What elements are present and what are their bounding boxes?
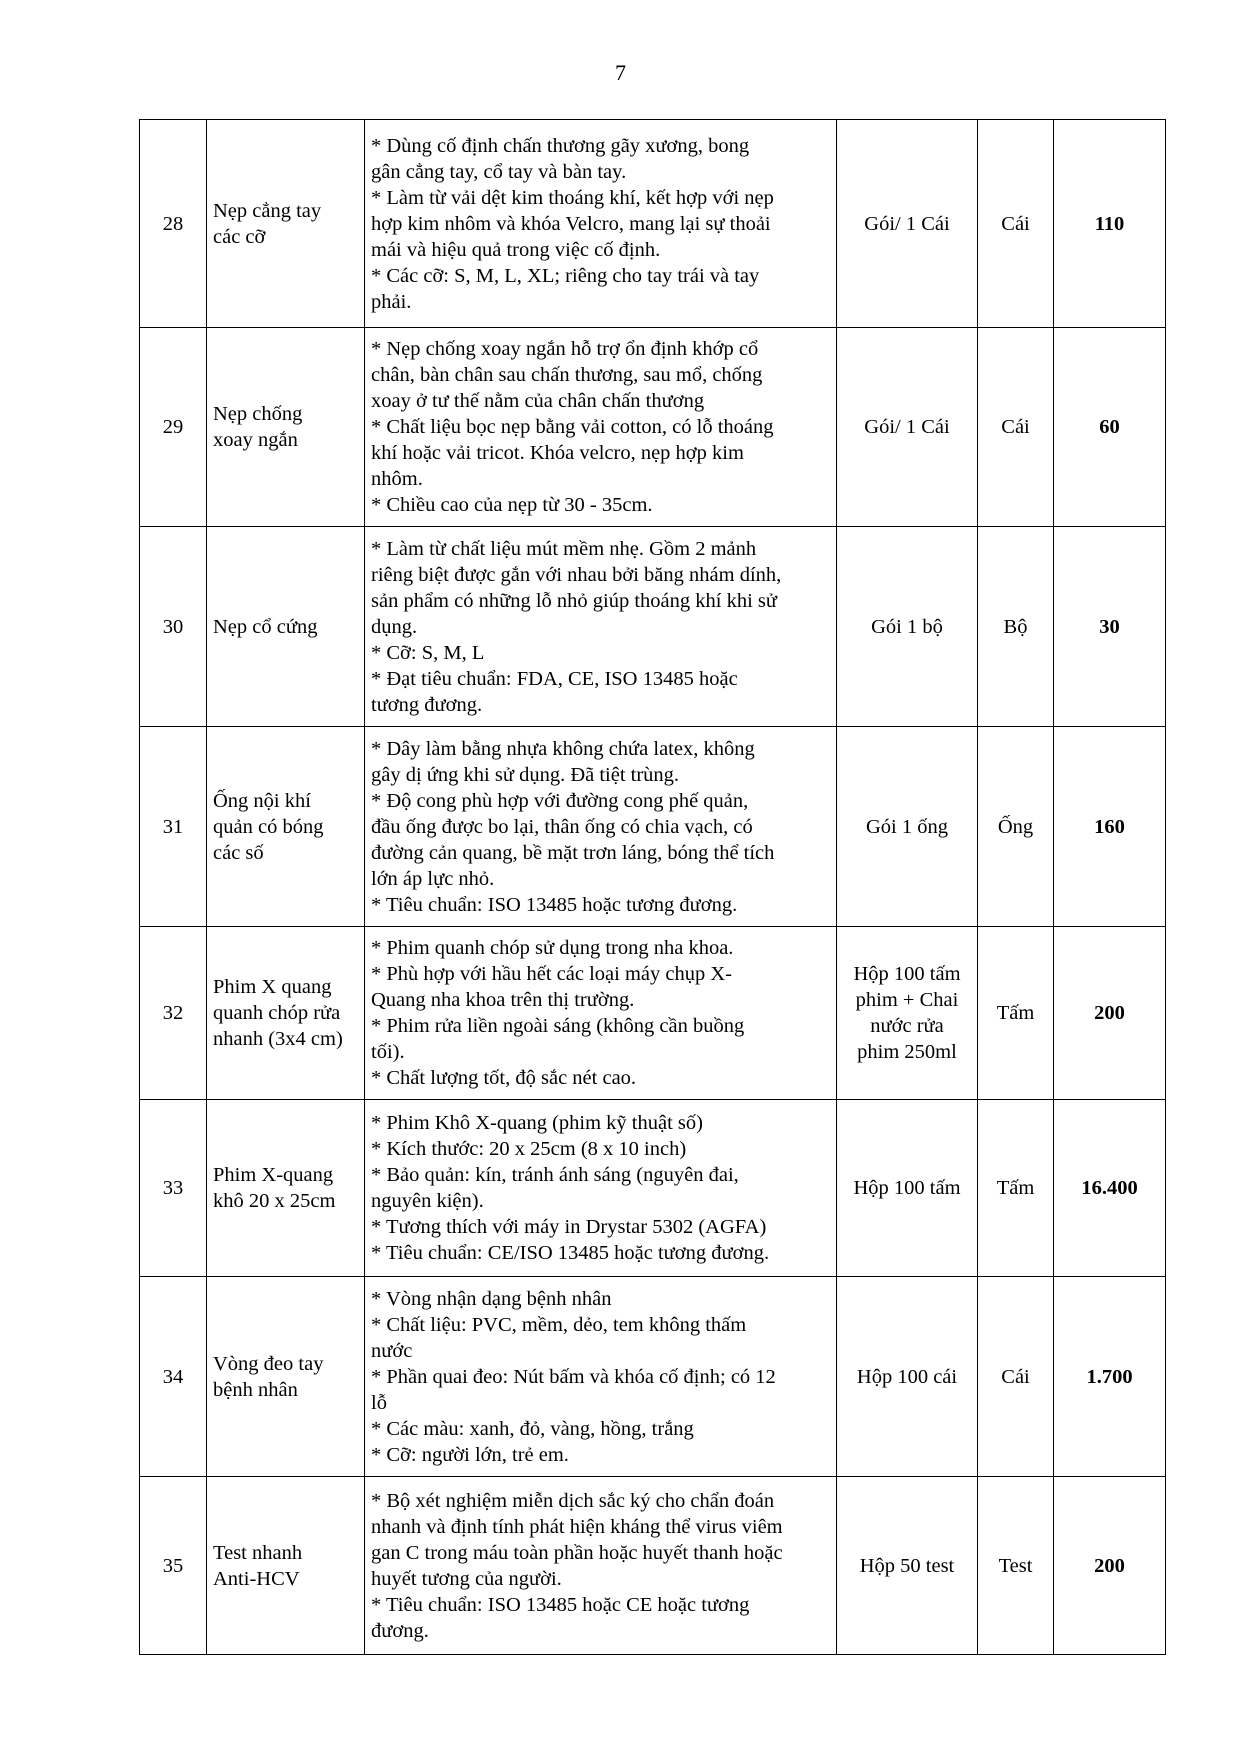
specification-line: tương đương. [371,693,483,716]
packaging-line: Hộp 50 test [859,1554,955,1577]
quantity-cell: 200 [1054,927,1166,1100]
unit-cell: Cái [978,328,1054,527]
specification-line: * Bộ xét nghiệm miễn dịch sắc ký cho chẩn đoán [371,1489,775,1512]
packaging-line: Gói 1 bộ [871,615,943,638]
packaging-cell [837,1477,978,1655]
packaging-cell [837,527,978,727]
item-name-line: Phim X quang [213,976,332,998]
specification-line: gan C trong máu toàn phần hoặc huyết thanh hoặc [371,1541,783,1564]
specification-line: * Các màu: xanh, đỏ, vàng, hồng, trắng [371,1417,694,1440]
packaging-cell [837,328,978,527]
specification-line: dụng. [371,615,418,638]
specification-cell [365,1277,837,1477]
specification-line: nguyên kiện). [371,1190,484,1212]
row-number-cell: 30 [140,527,207,727]
specification-line: * Tiêu chuẩn: ISO 13485 hoặc tương đương. [371,893,738,916]
packaging-line: Gói/ 1 Cái [864,212,950,235]
item-name-line: quản có bóng [213,815,324,838]
item-name-cell [207,328,365,527]
item-name-cell [207,1100,365,1277]
specification-line: * Làm từ chất liệu mút mềm nhẹ. Gồm 2 mảnh [371,537,757,560]
specification-line: khí hoặc vải tricot. Khóa velcro, nẹp hợp kim [371,442,744,464]
specification-line: * Đạt tiêu chuẩn: FDA, CE, ISO 13485 hoặc [371,667,738,690]
specification-line: * Cỡ: S, M, L [371,641,485,664]
quantity-cell: 16.400 [1054,1100,1166,1277]
specification-cell [365,527,837,727]
specification-cell [365,927,837,1100]
item-name-line: Anti-HCV [213,1567,300,1590]
packaging-line: Hộp 100 tấm [853,963,961,985]
specification-line: gây dị ứng khi sử dụng. Đã tiệt trùng. [371,763,680,786]
quantity-cell: 160 [1054,727,1166,927]
packaging-cell [837,1100,978,1277]
specification-line: * Bảo quản: kín, tránh ánh sáng (nguyên đai, [371,1164,739,1186]
table-row [140,328,1166,527]
specification-line: tối). [371,1041,405,1063]
table-row [140,1100,1166,1277]
specification-line: sản phẩm có những lỗ nhỏ giúp thoáng khí khi sử [371,589,777,612]
item-name-line: Ống nội khí [213,789,311,812]
specification-line: * Phù hợp với hầu hết các loại máy chụp X- [371,963,732,985]
specification-line: xoay ở tư thế nằm của chân chấn thương [371,390,705,412]
packaging-line: Hộp 100 tấm [853,1177,961,1199]
packaging-line: phim 250ml [857,1041,957,1063]
item-name-line: Test nhanh [213,1541,303,1564]
item-name-line: Vòng đeo tay [213,1352,324,1375]
item-name-line: bệnh nhân [213,1378,298,1401]
item-name-line: nhanh (3x4 cm) [213,1028,343,1050]
item-name-cell [207,120,365,328]
specification-cell [365,328,837,527]
specification-line: đương. [371,1619,429,1642]
packaging-cell [837,120,978,328]
item-name-cell [207,527,365,727]
specification-line: nhanh và định tính phát hiện kháng thể virus viêm [371,1515,783,1538]
table-row [140,727,1166,927]
specification-line: * Nẹp chống xoay ngắn hỗ trợ ổn định khớp cổ [371,338,759,360]
specification-line: * Các cỡ: S, M, L, XL; riêng cho tay trái và tay [371,264,760,287]
specification-line: * Kích thước: 20 x 25cm (8 x 10 inch) [371,1138,687,1160]
specification-cell [365,1100,837,1277]
quantity-cell: 60 [1054,328,1166,527]
specification-line: * Phim Khô X-quang (phim kỹ thuật số) [371,1112,703,1134]
specification-line: * Phim rửa liền ngoài sáng (không cần buồng [371,1015,745,1037]
items-table [139,119,1166,1655]
unit-cell: Bộ [978,527,1054,727]
item-name-line: khô 20 x 25cm [213,1190,336,1212]
specification-line: * Chiều cao của nẹp từ 30 - 35cm. [371,494,653,516]
quantity-cell: 200 [1054,1477,1166,1655]
packaging-cell [837,727,978,927]
packaging-line: nước rửa [870,1015,944,1037]
specification-line: * Dùng cố định chấn thương gãy xương, bong [371,134,750,157]
row-number-cell: 35 [140,1477,207,1655]
specification-line: đầu ống được bo lại, thân ống có chia vạch, có [371,815,753,838]
specification-line: * Làm từ vải dệt kim thoáng khí, kết hợp với nẹp [371,186,774,209]
quantity-cell: 110 [1054,120,1166,328]
specification-cell [365,120,837,328]
item-name-cell [207,1277,365,1477]
unit-cell: Tấm [978,927,1054,1100]
table-row [140,1477,1166,1655]
packaging-line: Gói/ 1 Cái [864,416,950,438]
specification-line: * Tiêu chuẩn: ISO 13485 hoặc CE hoặc tương [371,1593,750,1616]
unit-cell: Test [978,1477,1054,1655]
specification-line: chân, bàn chân sau chấn thương, sau mổ, chống [371,364,763,386]
quantity-cell: 30 [1054,527,1166,727]
packaging-cell [837,1277,978,1477]
page-number: 7 [615,60,626,85]
item-name-line: Nẹp cổ cứng [213,615,318,638]
row-number-cell: 28 [140,120,207,328]
specification-line: đường cản quang, bề mặt trơn láng, bóng thể tích [371,841,775,864]
specification-line: * Tương thích với máy in Drystar 5302 (AGFA) [371,1216,767,1238]
row-number-cell: 31 [140,727,207,927]
specification-line: * Phim quanh chóp sử dụng trong nha khoa. [371,937,734,959]
specification-cell [365,1477,837,1655]
table-row [140,927,1166,1100]
specification-line: mái và hiệu quả trong việc cố định. [371,238,661,261]
table-row [140,120,1166,328]
item-name-line: Nẹp chống [213,403,303,425]
row-number-cell: 34 [140,1277,207,1477]
item-name-cell [207,1477,365,1655]
specification-line: * Vòng nhận dạng bệnh nhân [371,1287,612,1310]
packaging-line: Hộp 100 cái [856,1365,958,1388]
row-number-cell: 32 [140,927,207,1100]
specification-line: * Tiêu chuẩn: CE/ISO 13485 hoặc tương đương. [371,1242,770,1264]
item-name-line: Nẹp cẳng tay [213,199,322,222]
specification-line: * Chất liệu bọc nẹp bằng vải cotton, có lỗ thoáng [371,416,774,438]
item-name-line: xoay ngắn [213,429,298,451]
specification-line: lớn áp lực nhỏ. [371,867,495,890]
specification-cell [365,727,837,927]
item-name-line: các cỡ [213,225,266,248]
items-table-body [140,120,1166,1655]
row-number-cell: 33 [140,1100,207,1277]
item-name-line: quanh chóp rửa [213,1002,341,1024]
specification-line: * Dây làm bằng nhựa không chứa latex, không [371,737,755,760]
packaging-cell [837,927,978,1100]
item-name-cell [207,927,365,1100]
item-name-cell [207,727,365,927]
unit-cell: Tấm [978,1100,1054,1277]
specification-line: Quang nha khoa trên thị trường. [371,989,635,1011]
unit-cell: Cái [978,120,1054,328]
specification-line: hợp kim nhôm và khóa Velcro, mang lại sự thoải [371,212,771,235]
unit-cell: Ống [978,727,1054,927]
specification-line: gân cẳng tay, cổ tay và bàn tay. [371,160,627,183]
specification-line: * Chất liệu: PVC, mềm, dẻo, tem không thấm [371,1313,747,1336]
specification-line: * Cỡ: người lớn, trẻ em. [371,1443,569,1466]
specification-line: nước [371,1339,413,1362]
item-name-line: Phim X-quang [213,1164,334,1186]
packaging-line: phim + Chai [855,989,959,1011]
specification-line: nhôm. [371,468,423,490]
packaging-line: Gói 1 ống [866,815,948,838]
unit-cell: Cái [978,1277,1054,1477]
specification-line: riêng biệt được gắn với nhau bởi băng nhám dính, [371,563,782,586]
quantity-cell: 1.700 [1054,1277,1166,1477]
specification-line: lỗ [371,1391,387,1414]
specification-line: * Phần quai đeo: Nút bấm và khóa cố định; có 12 [371,1365,776,1388]
specification-line: * Chất lượng tốt, độ sắc nét cao. [371,1067,637,1089]
item-name-line: các số [213,841,264,864]
specification-line: * Độ cong phù hợp với đường cong phế quản, [371,789,749,812]
specification-line: phải. [371,290,412,313]
table-row [140,527,1166,727]
row-number-cell: 29 [140,328,207,527]
specification-line: huyết tương của người. [371,1567,562,1590]
table-row [140,1277,1166,1477]
